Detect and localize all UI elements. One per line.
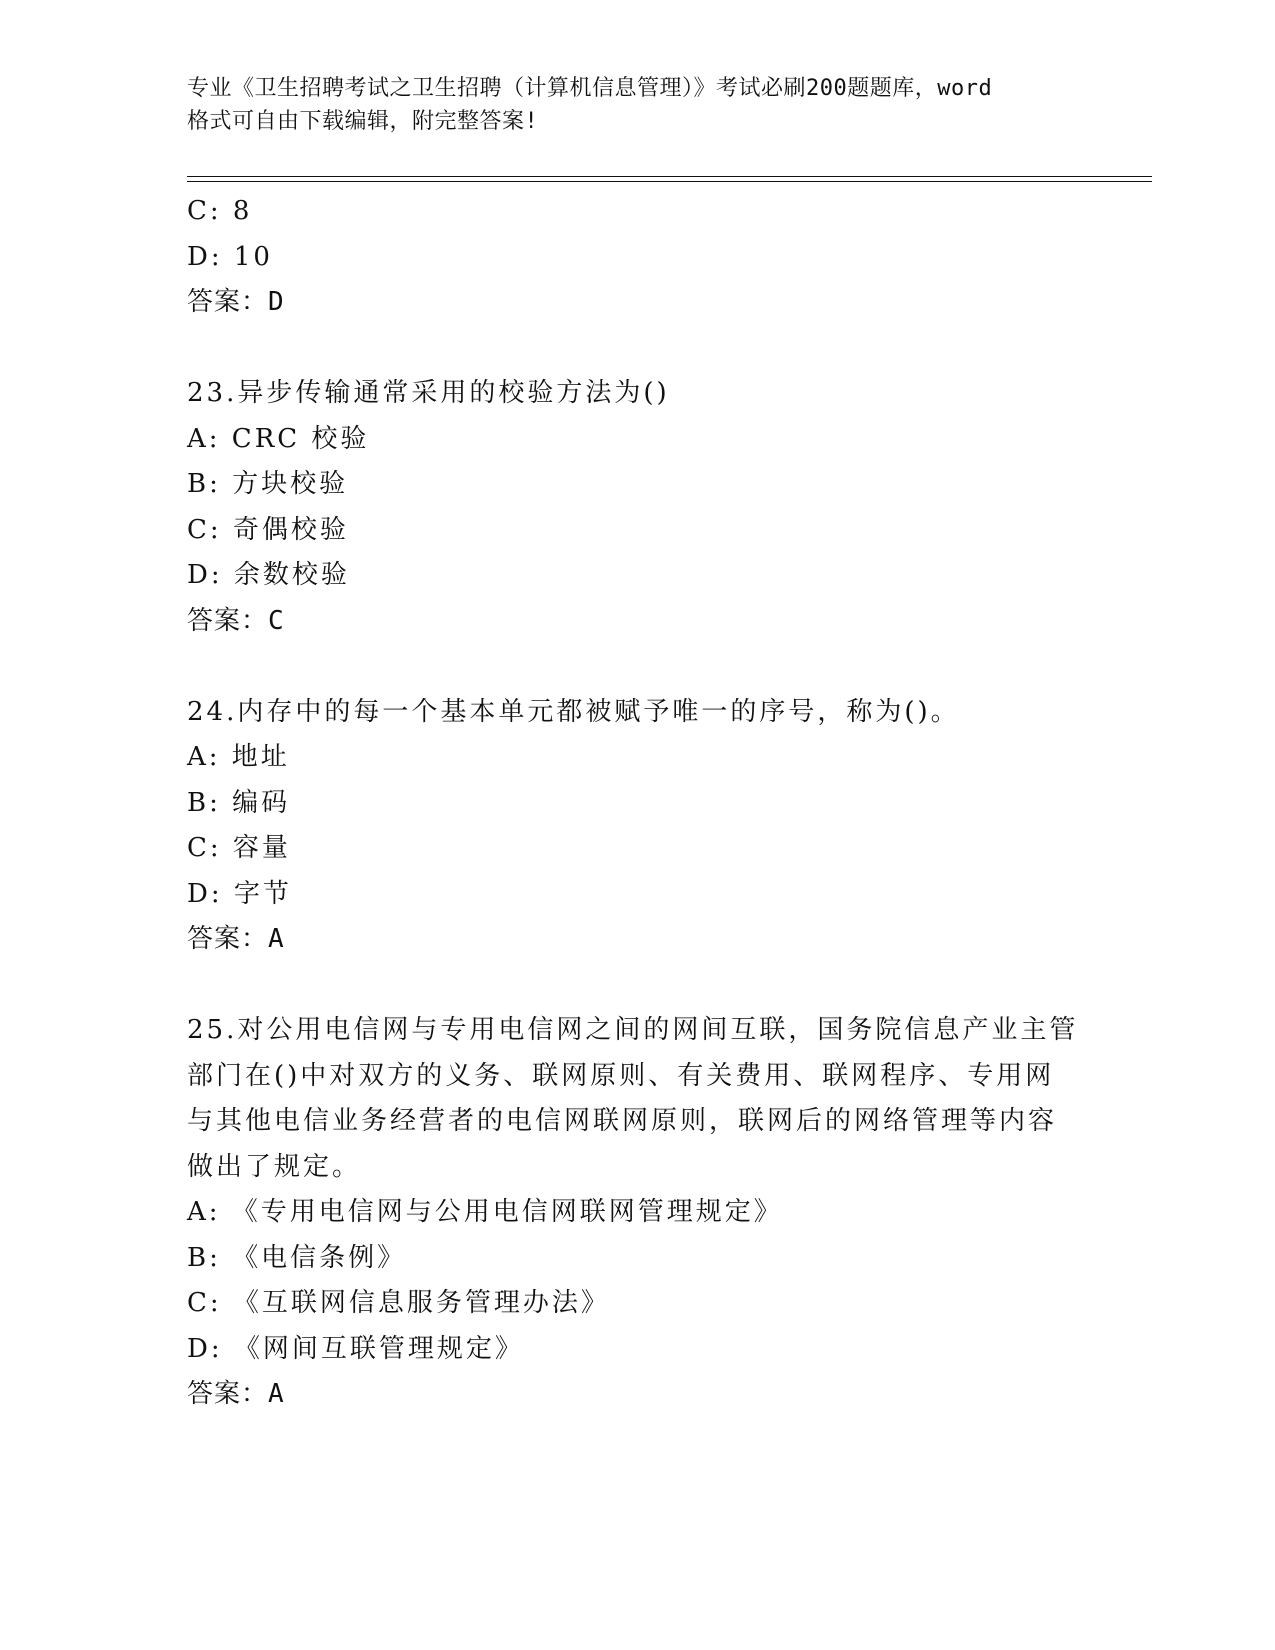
option-d: D: 《网间互联管理规定》	[187, 1333, 524, 1364]
option-d: D: 余数校验	[187, 560, 350, 590]
header-title-line-1: 专业《卫生招聘考试之卫生招聘（计算机信息管理）》考试必刷200题题库，word	[187, 76, 993, 101]
header-divider-bottom	[187, 181, 1152, 182]
question-stem-line-3: 与其他电信业务经营者的电信网联网原则，联网后的网络管理等内容	[187, 1106, 1058, 1136]
answer-line: 答案：C	[187, 605, 285, 636]
spacer	[187, 644, 1087, 690]
answer-line: 答案：A	[187, 924, 285, 954]
option-c: C: 8	[187, 196, 253, 226]
header-divider-top	[187, 176, 1152, 177]
question-stem: 24.内存中的每一个基本单元都被赋予唯一的序号，称为()。	[187, 696, 960, 727]
answer-line: 答案：D	[187, 287, 285, 317]
option-a: A: CRC 校验	[187, 423, 370, 454]
option-c: C: 《互联网信息服务管理办法》	[187, 1288, 610, 1318]
option-c: C: 奇偶校验	[187, 514, 349, 545]
question-23	[187, 371, 1087, 644]
option-d: D: 字节	[187, 878, 292, 909]
option-b: B: 《电信条例》	[187, 1242, 407, 1273]
question-24	[187, 690, 1087, 963]
answer-line: 答案：A	[187, 1379, 285, 1409]
option-a: A: 《专用电信网与公用电信网联网管理规定》	[187, 1197, 783, 1227]
option-a: A: 地址	[187, 742, 290, 772]
question-stem-line-4: 做出了规定。	[187, 1151, 362, 1182]
question-stem-line-2: 部门在()中对双方的义务、联网原则、有关费用、联网程序、专用网	[187, 1060, 1055, 1091]
header-title-line-2: 格式可自由下载编辑，附完整答案!	[187, 109, 539, 134]
option-c: C: 容量	[187, 833, 291, 863]
question-22-tail	[187, 189, 1087, 326]
spacer	[187, 963, 1087, 1009]
spacer	[187, 326, 1087, 372]
option-b: B: 编码	[187, 787, 291, 818]
document-header	[187, 72, 1087, 138]
question-25	[187, 1008, 1087, 1418]
option-b: B: 方块校验	[187, 469, 349, 499]
option-d: D: 10	[187, 241, 273, 272]
question-content	[187, 189, 1087, 1418]
question-stem: 23.异步传输通常采用的校验方法为()	[187, 378, 670, 408]
question-stem-line-1: 25.对公用电信网与专用电信网之间的网间互联，国务院信息产业主管	[187, 1015, 1079, 1045]
